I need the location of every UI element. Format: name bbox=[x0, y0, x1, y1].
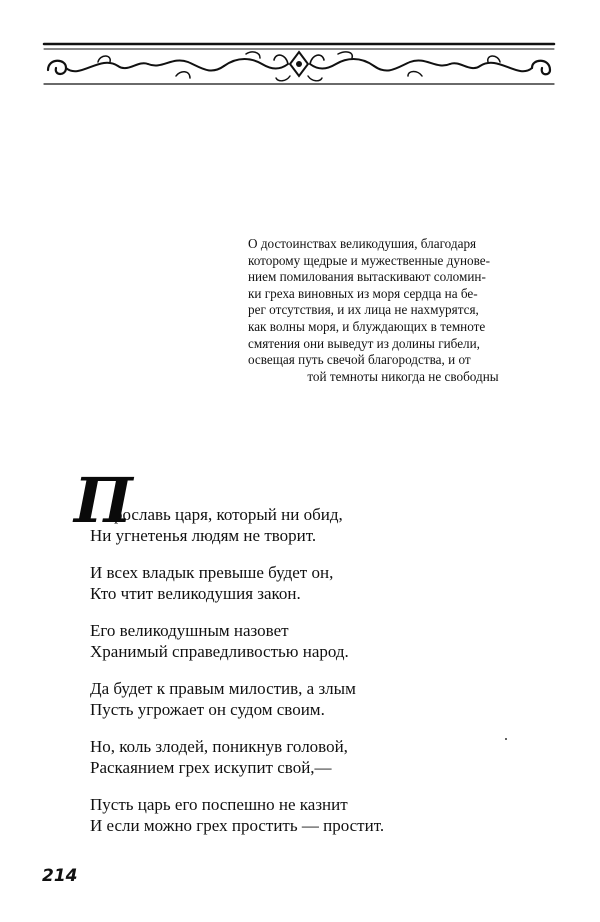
epigraph-line: той темноты никогда не свободны bbox=[307, 368, 499, 384]
stanza bbox=[78, 562, 518, 604]
epigraph-line: нием помилования вытаскивают соломин- bbox=[248, 269, 486, 285]
verse-line: Да будет к правым милостив, а злым bbox=[90, 679, 356, 698]
stanza bbox=[78, 794, 518, 836]
verse-line: Раскаянием грех искупит свой,— bbox=[90, 758, 332, 777]
epigraph-line: как волны моря, и блуждающих в темноте bbox=[248, 318, 486, 334]
verse-line: И всех владык превыше будет он, bbox=[90, 563, 334, 582]
ornament-header-icon bbox=[40, 40, 558, 100]
epigraph bbox=[248, 236, 558, 385]
drop-cap: П bbox=[74, 464, 133, 537]
stanza bbox=[78, 736, 518, 778]
page-number: 214 bbox=[42, 866, 78, 886]
verse-line: Ни угнетенья людям не творит. bbox=[90, 526, 317, 545]
epigraph-line: которому щедрые и мужественные дунове- bbox=[248, 252, 490, 268]
epigraph-line: смятения они выведут из долины гибели, bbox=[248, 335, 480, 351]
print-speck bbox=[505, 738, 507, 740]
stanza bbox=[78, 620, 518, 662]
verse-line: Пусть царь его поспешно не казнит bbox=[90, 795, 348, 814]
stanza bbox=[74, 464, 518, 546]
stanza bbox=[78, 678, 518, 720]
poem bbox=[74, 464, 518, 852]
verse-line: Его великодушным назовет bbox=[90, 621, 289, 640]
verse-line: рославь царя, который ни обид, bbox=[114, 505, 343, 524]
epigraph-line: О достоинствах великодушия, благодаря bbox=[248, 236, 477, 251]
verse-line: Хранимый справедливостью народ. bbox=[90, 642, 349, 661]
epigraph-line: освещая путь свечой благородства, и от bbox=[248, 352, 471, 368]
verse-line: Но, коль злодей, поникнув головой, bbox=[90, 737, 348, 756]
verse-line: Пусть угрожает он судом своим. bbox=[90, 700, 325, 719]
epigraph-line: рег отсутствия, и их лица не нахмурятся, bbox=[248, 302, 479, 318]
verse-line: И если можно грех простить — простит. bbox=[90, 816, 385, 835]
verse-line: Кто чтит великодушия закон. bbox=[90, 584, 301, 603]
epigraph-line: ки греха виновных из моря сердца на бе- bbox=[248, 285, 478, 301]
